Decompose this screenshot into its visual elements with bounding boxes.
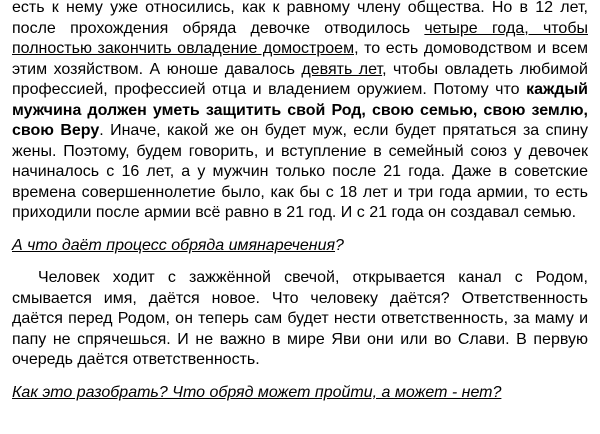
- paragraph-1-text-2: то есть домоводством и всем этим хозяйством. А юноше давалось: [12, 40, 589, 78]
- question-1-text: А что даёт процесс обряда имянаречения: [12, 236, 336, 254]
- paragraph-1-underlined-1: четыре года, чтобы полностью закончить овладение домостроем,: [12, 19, 588, 57]
- paragraph-1-text-4: . Иначе, какой же он будет муж, если будет прятаться за спину жены. Поэтому, будем говорить, и вступление в семейный союз у девочек начиналось с 16 лет, а у мужчин только после 21 года. Даже в советские времена совершеннолетие было, как бы с 18 лет и три года армии, то есть приходили после армии всё равно в 21 год. И с 21 года он создавал семью.: [12, 122, 588, 221]
- paragraph-1-underlined-2: девять лет: [301, 60, 383, 78]
- paragraph-1-text-3: , чтобы овладеть любимой профессией, профессией отца и владением оружием. Потому что: [12, 60, 588, 98]
- document-page: [12, 0, 588, 403]
- question-2: [12, 383, 588, 404]
- question-1-mark: ?: [335, 236, 344, 254]
- paragraph-1-bold: каждый мужчина должен уметь защитить свой Род, свою семью, свою землю, свою Веру: [12, 81, 588, 139]
- question-2-text: Как это разобрать? Что обряд может пройти, а может - нет?: [12, 383, 502, 401]
- paragraph-1-text-1: есть к нему уже относились, как к равному члену общества. Но в 12 лет, после прохождения обряда девочке отводилось: [12, 0, 588, 37]
- paragraph-2: Человек ходит с зажжённой свечой, открывается канал с Родом, смывается имя, даётся новое. Что человеку даётся? Ответственность даётся перед Родом, он теперь сам будет нести ответственность, за маму и папу не спрячешься. И не важно в мире Яви они или во Слави. В первую очередь даётся ответственность.: [12, 269, 588, 368]
- paragraph-1: [12, 0, 588, 224]
- question-1: [12, 236, 588, 257]
